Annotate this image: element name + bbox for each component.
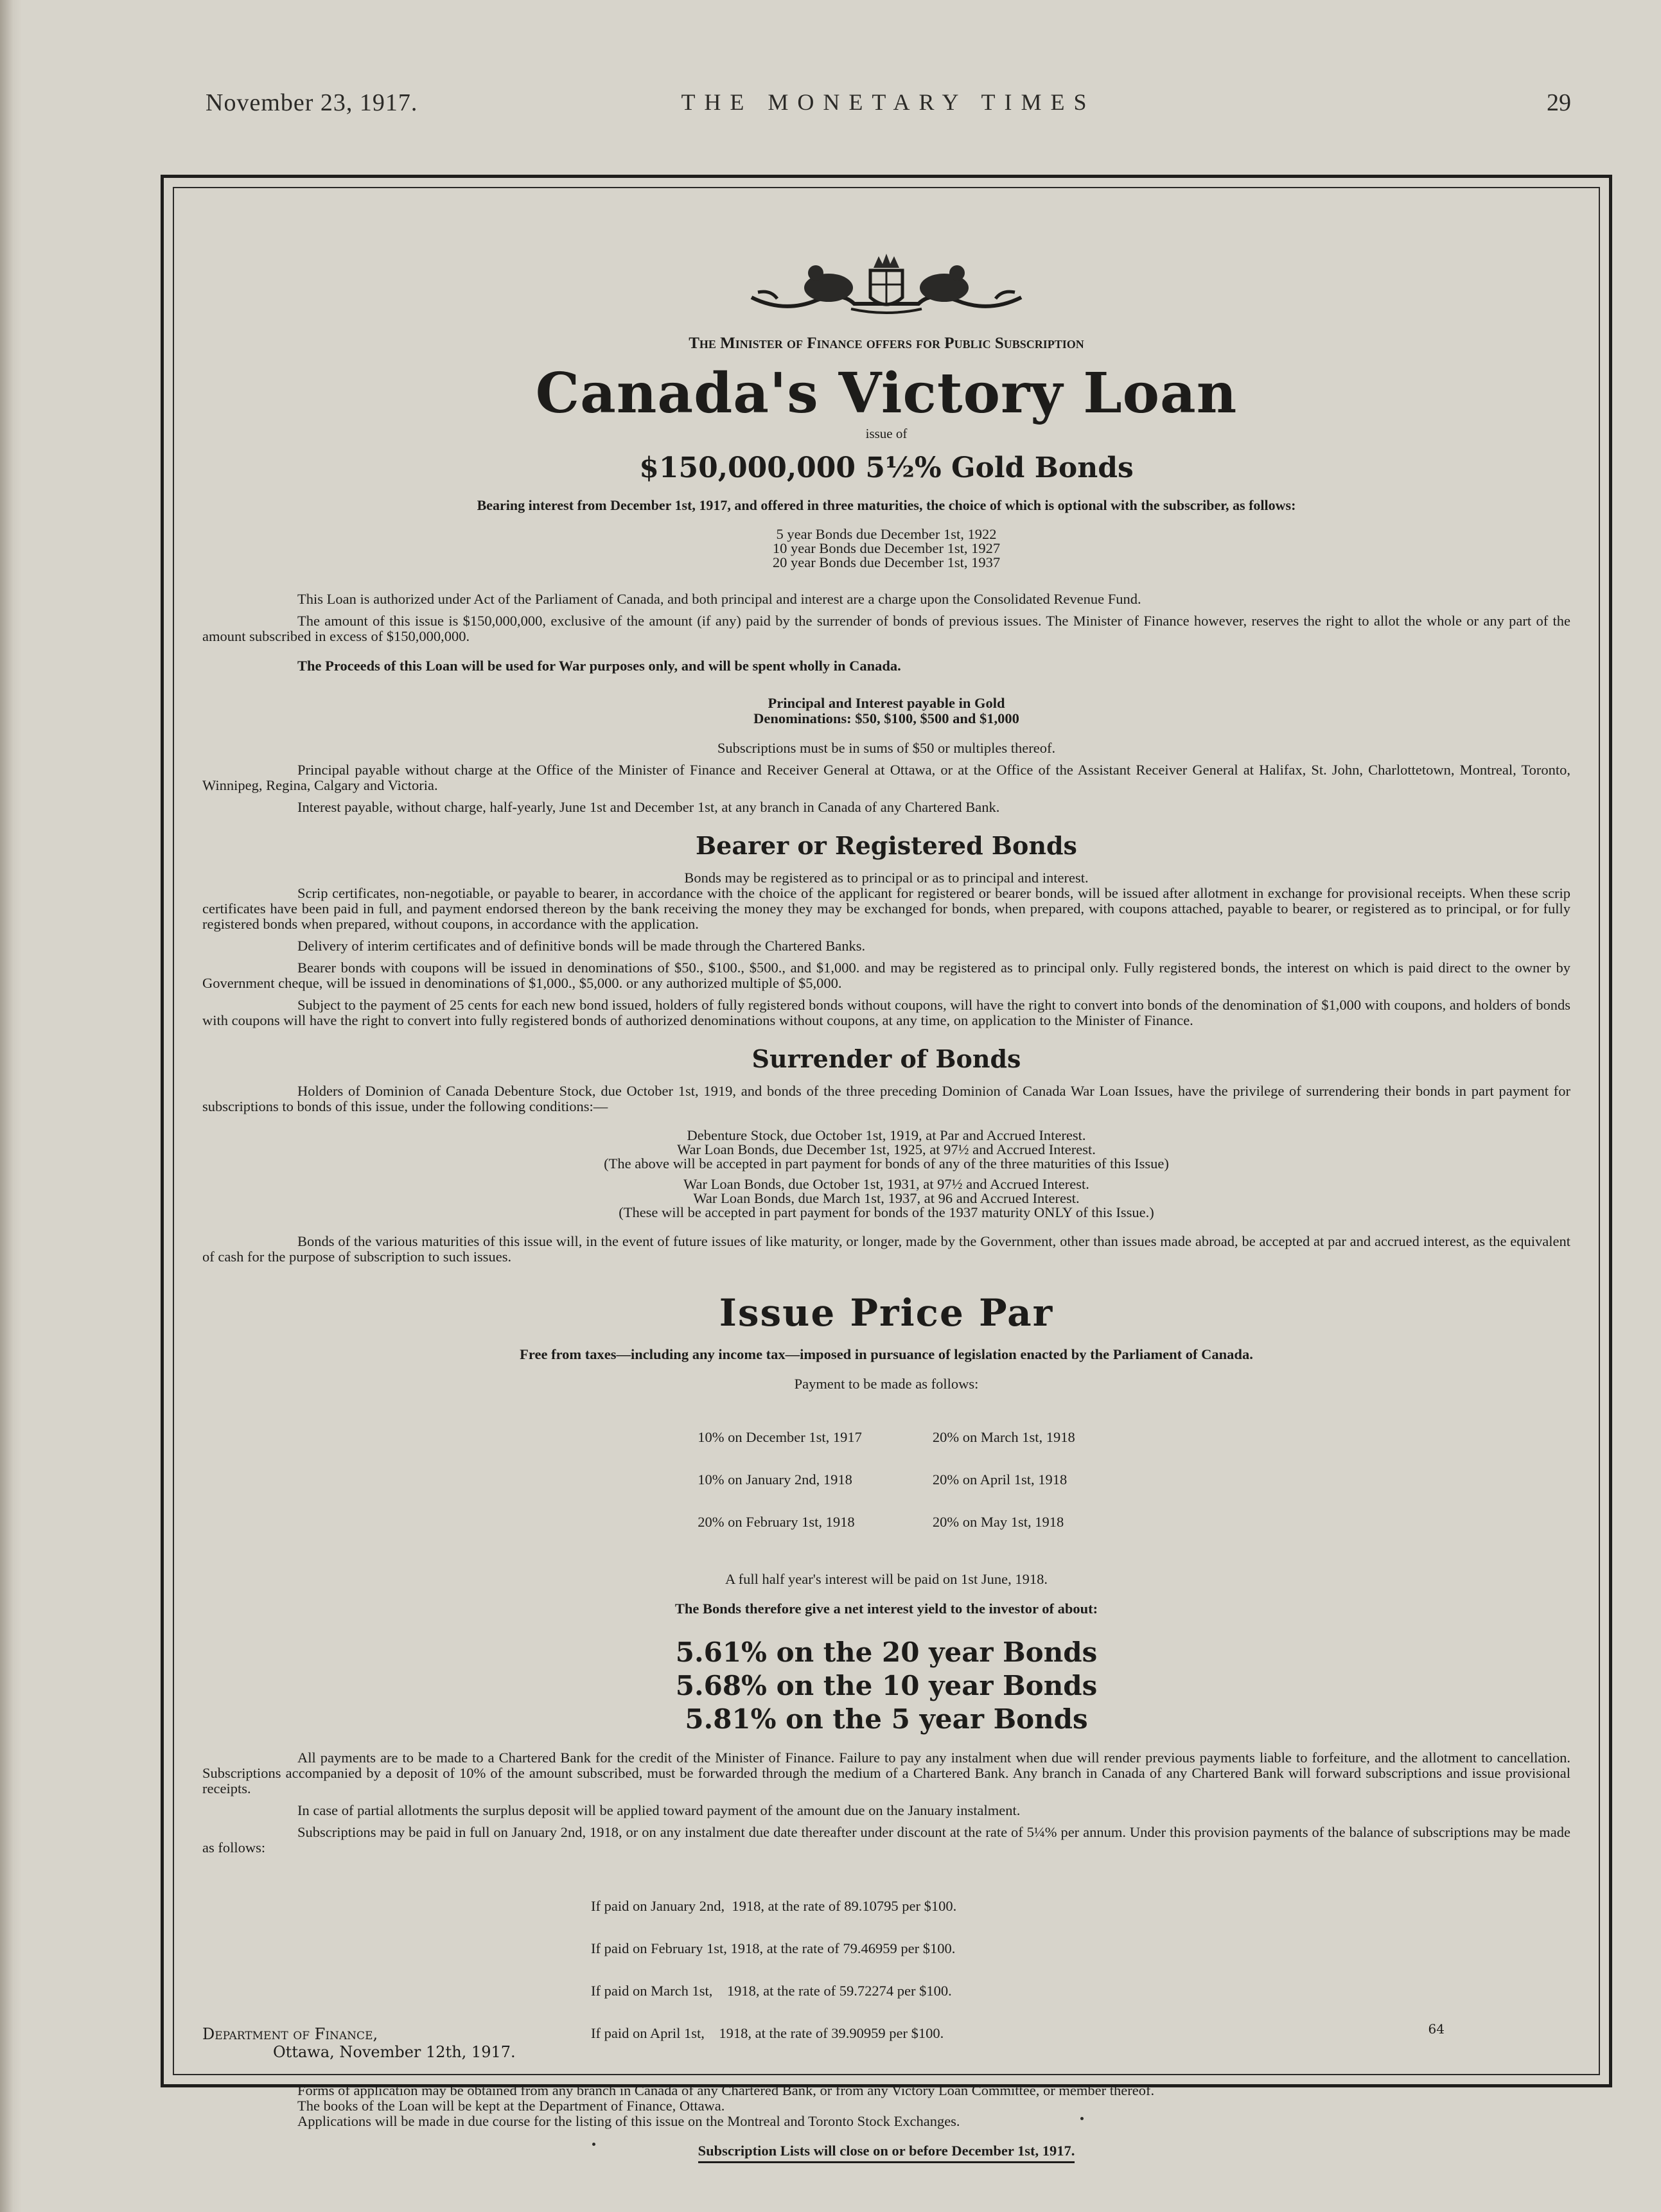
half-year-interest: A full half year's interest will be paid on 1st June, 1918. [725,1571,1048,1587]
gold-line: Principal and Interest payable in Gold [768,695,1005,711]
interest-line: Bearing interest from December 1st, 1917, and offered in three maturities, the choice of which is optional with the subscriber, as follows: [477,497,1296,513]
surrender-item: Debenture Stock, due October 1st, 1919, at Par and Accrued Interest. [687,1127,1086,1143]
surrender-note: (The above will be accepted in part payment for bonds of any of the three maturities of this Issue) [604,1155,1169,1172]
surrender-item: War Loan Bonds, due October 1st, 1931, at 97½ and Accrued Interest. [683,1176,1089,1192]
forms-line: The books of the Loan will be kept at the Department of Finance, Ottawa. [297,2098,725,2114]
bearer-heading: Bearer or Registered Bonds [696,831,1077,860]
advertisement-inner-border [173,187,1600,2159]
surrender-intro: Holders of Dominion of Canada Debenture Stock, due October 1st, 1919, and bonds of the three preceding Dominion of Canada War Loan Issues, have the privilege of surrendering their bonds in part payment for subscriptions to bonds of this issue, under the following conditions:— [202,1083,1570,1114]
amount-paragraph: The amount of this issue is $150,000,000, exclusive of the amount (if any) paid by the surrender of bonds of previous issues. The Minister of Finance however, reserves the right to allot the whole or any part of the amount subscribed in excess of $150,000,000. [202,613,1570,644]
surrender-conditions-2 [202,1177,1570,1220]
maturity-item: 10 year Bonds due December 1st, 1927 [772,540,1001,556]
payments-paragraph: All payments are to be made to a Chartered Bank for the credit of the Minister of Finance. Failure to pay any instalment when due will render previous payments liable to forfeiture, and the allotment to cancellation. Subscriptions accompanied by a deposit of 10% of the amount subscribed, must be forwarded through the medium of a Chartered Bank. Any branch in Canada of any Chartered Bank will forward subscriptions and issue provisional receipts. [202,1750,1570,1796]
proceeds-paragraph: The Proceeds of this Loan will be used for War purposes only, and will be spent wholly in Canada. [297,658,901,674]
yield-intro: The Bonds therefore give a net interest yield to the investor of about: [674,1601,1098,1617]
closing-notice: Subscription Lists will close on or before December 1st, 1917. [202,2143,1570,2159]
surrender-conditions-1 [202,1128,1570,1171]
page-number: 29 [1547,89,1571,116]
issue-amount: $150,000,000 5½% Gold Bonds [639,452,1134,484]
forms-line: Applications will be made in due course for the listing of this issue on the Montreal and Toronto Stock Exchanges. [297,2113,960,2129]
payment-item: 10% on December 1st, 1917 [698,1429,862,1445]
department-name: Department of Finance, [202,2025,378,2043]
plate-number: 64 [1428,2021,1445,2037]
bearer-paragraph: Scrip certificates, non-negotiable, or payable to bearer, in accordance with the choice of the applicant for registered or bearer bonds, will be issued after allotment in exchange for provisional receipts. When these scrip certificates have been paid in full, and payment endorsed thereon by the bank receiving the money they may be exchanged for bonds, when prepared, with coupons attached, payable to bearer, or registered as to principal, or for fully registered bonds when prepared, without coupons, in accordance with the application. [202,885,1570,932]
coat-of-arms-icon [745,252,1028,323]
bearer-paragraph: Subject to the payment of 25 cents for each new bond issued, holders of fully registered bonds without coupons, will have the right to convert into bonds of the denomination of $1,000 with coupons, and holders of bonds with coupons will have the right to convert into fully registered bonds of authorized denominations without coupons, at any time, on application to the Minister of Finance. [202,997,1570,1028]
payment-column-left [698,1402,862,1558]
loan-title: Canada's Victory Loan [535,361,1238,426]
surrender-item: War Loan Bonds, due March 1st, 1937, at 96 and Accrued Interest. [693,1190,1080,1206]
interest-payable-paragraph: Interest payable, without charge, half-yearly, June 1st and December 1st, at any branch in Canada of any Chartered Bank. [297,799,1000,815]
offer-line: The Minister of Finance offers for Public Subscription [689,335,1084,352]
issue-price-heading: Issue Price Par [719,1291,1054,1335]
yield-line: 5.81% on the 5 year Bonds [685,1703,1088,1735]
maturity-item: 20 year Bonds due December 1st, 1937 [772,554,1001,570]
payment-item: 20% on March 1st, 1918 [932,1429,1075,1445]
issue-of-label: issue of [865,426,908,441]
yield-line: 5.68% on the 10 year Bonds [675,1670,1098,1701]
subscription-sums: Subscriptions must be in sums of $50 or multiples thereof. [717,740,1056,756]
payment-item: 20% on April 1st, 1918 [932,1471,1068,1488]
payment-item: 20% on February 1st, 1918 [698,1514,855,1530]
surrender-note: (These will be accepted in part payment for bonds of the 1937 maturity ONLY of this Issue.) [619,1204,1154,1220]
advertisement-border [161,175,1612,2159]
payment-intro: Payment to be made as follows: [794,1376,979,1392]
rate-line: If paid on February 1st, 1918, at the rate of 79.46959 per $100. [591,1940,956,1956]
rate-line: If paid on January 2nd, 1918, at the rate of 89.10795 per $100. [591,1898,957,1914]
surrender-closing: Bonds of the various maturities of this issue will, in the event of future issues of like maturity, or longer, made by the Government, other than issues made abroad, be accepted at par and accrued interest, as the equivalent of cash for the purpose of subscription to such issues. [202,1233,1570,1265]
department-signature [202,2025,516,2061]
issue-date: November 23, 1917. [206,89,418,116]
tax-line: Free from taxes—including any income tax—imposed in pursuance of legislation enacted by the Parliament of Canada. [520,1346,1253,1362]
bearer-paragraph: Delivery of interim certificates and of definitive bonds will be made through the Chartered Banks. [297,938,866,954]
advertisement-body [202,252,1570,2159]
discount-paragraph: Subscriptions may be paid in full on January 2nd, 1918, or on any instalment due date thereafter under discount at the rate of 5¼% per annum. Under this provision payments of the balance of subscriptions may be made as follows: [202,1824,1570,1856]
forms-line: Forms of application may be obtained from any branch in Canada of any Chartered Bank, or from any Victory Loan Committee, or member thereof. [297,2082,1155,2098]
rate-line: If paid on April 1st, 1918, at the rate of 39.90959 per $100. [591,2025,944,2041]
discount-rates [591,1871,1182,2069]
payment-schedule [202,1402,1570,1558]
bearer-paragraph: Bonds may be registered as to principal or as to principal and interest. [684,870,1089,886]
surrender-item: War Loan Bonds, due December 1st, 1925, at 97½ and Accrued Interest. [677,1141,1096,1157]
payment-item: 20% on May 1st, 1918 [932,1514,1064,1530]
authorization-paragraph: This Loan is authorized under Act of the Parliament of Canada, and both principal and interest are a charge upon the Consolidated Revenue Fund. [297,591,1141,607]
publication-title: THE MONETARY TIMES [681,89,1096,115]
yield-line: 5.61% on the 20 year Bonds [675,1637,1098,1668]
department-date: Ottawa, November 12th, 1917. [273,2043,516,2061]
surrender-heading: Surrender of Bonds [751,1044,1021,1073]
payment-item: 10% on January 2nd, 1918 [698,1471,852,1488]
denominations-line: Denominations: $50, $100, $500 and $1,000 [753,710,1019,726]
partial-allotment-paragraph: In case of partial allotments the surplus deposit will be applied toward payment of the amount due on the January instalment. [297,1802,1021,1818]
bearer-paragraph: Bearer bonds with coupons will be issued in denominations of $50., $100., $500., and $1,000. and may be registered as to principal only. Fully registered bonds, the interest on which is paid direct to the owner by Government cheque, will be issued in denominations of $1,000., $5,000. or any authorized multiple of $5,000. [202,960,1570,991]
maturities-list [202,527,1570,570]
ink-speck [592,2143,595,2146]
yields-block [202,1636,1570,1736]
ink-speck [1080,2117,1084,2120]
maturity-item: 5 year Bonds due December 1st, 1922 [776,526,997,542]
payment-column-right [933,1402,1075,1558]
running-head [206,89,1571,127]
principal-payable-paragraph: Principal payable without charge at the Office of the Minister of Finance and Receiver General at Ottawa, or at the Office of the Assistant Receiver General at Halifax, St. John, Charlottetown, Montreal, Toronto, Winnipeg, Regina, Calgary and Victoria. [202,762,1570,793]
rate-line: If paid on March 1st, 1918, at the rate of 59.72274 per $100. [591,1983,952,1999]
binding-edge [0,0,22,2212]
forms-block [202,2083,1570,2129]
